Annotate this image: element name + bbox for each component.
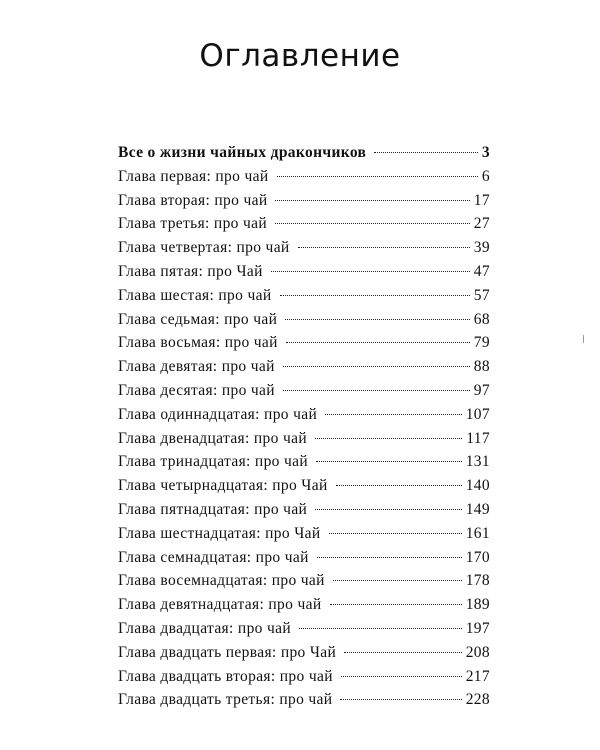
page-title: Оглавление <box>199 38 401 74</box>
toc-entry-page: 79 <box>473 334 490 352</box>
toc-entry[interactable] <box>118 165 490 189</box>
toc-entry-title: Глава седьмая: про чай <box>118 310 278 328</box>
dot-leader <box>325 414 462 415</box>
toc-entry[interactable] <box>118 236 490 260</box>
toc-entry[interactable] <box>118 141 490 165</box>
toc-entry-page: 107 <box>465 405 490 423</box>
toc-entry-title: Глава десятая: про чай <box>118 381 275 399</box>
dot-leader <box>271 271 470 272</box>
toc-entry-page: 131 <box>465 453 490 471</box>
dot-leader <box>275 223 470 224</box>
toc-entry-title: Глава двадцать вторая: про чай <box>118 667 333 685</box>
toc-entry-title: Глава двадцать третья: про чай <box>118 691 333 709</box>
toc-entry-title: Глава семнадцатая: про чай <box>118 548 309 566</box>
toc-entry[interactable] <box>118 212 490 236</box>
toc-entry-title: Глава пятая: про Чай <box>118 262 263 280</box>
toc-entry[interactable] <box>118 450 490 474</box>
toc-entry[interactable] <box>118 665 490 689</box>
toc-entry-page: 57 <box>473 286 490 304</box>
toc-entry-title: Глава двенадцатая: про чай <box>118 429 307 447</box>
toc-entry-page: 178 <box>465 572 490 590</box>
toc-entry-page: 149 <box>465 500 490 518</box>
toc-entry-page: 228 <box>465 691 490 709</box>
dot-leader <box>329 533 462 534</box>
scan-artifact-mark <box>583 335 584 343</box>
dot-leader <box>299 628 462 629</box>
toc-entry-title: Глава одиннадцатая: про чай <box>118 405 318 423</box>
toc-entry[interactable] <box>118 498 490 522</box>
dot-leader <box>333 580 462 581</box>
toc-entry-title: Глава третья: про чай <box>118 215 268 233</box>
dot-leader <box>280 295 470 296</box>
toc-entry-page: 97 <box>473 381 490 399</box>
dot-leader <box>316 461 462 462</box>
toc-entry[interactable] <box>118 522 490 546</box>
toc-entry-page: 68 <box>473 310 490 328</box>
toc-entry[interactable] <box>118 355 490 379</box>
toc-entry-title: Глава восьмая: про чай <box>118 334 278 352</box>
dot-leader <box>374 152 478 153</box>
toc-entry[interactable] <box>118 427 490 451</box>
dot-leader <box>315 438 462 439</box>
dot-leader <box>340 699 461 700</box>
toc-entry-title: Глава восемнадцатая: про чай <box>118 572 325 590</box>
dot-leader <box>283 366 470 367</box>
toc-entry[interactable] <box>118 189 490 213</box>
dot-leader <box>286 342 470 343</box>
toc-entry-page: 117 <box>466 429 490 447</box>
toc-entry[interactable] <box>118 308 490 332</box>
toc-entry[interactable] <box>118 641 490 665</box>
toc-entry-title: Глава пятнадцатая: про чай <box>118 500 308 518</box>
toc-entry-title: Глава шестая: про чай <box>118 286 272 304</box>
toc-entry[interactable] <box>118 474 490 498</box>
toc-entry[interactable] <box>118 688 490 712</box>
dot-leader <box>277 176 478 177</box>
toc-entry-title: Глава девятнадцатая: про чай <box>118 596 322 614</box>
dot-leader <box>317 557 462 558</box>
toc-entry[interactable] <box>118 617 490 641</box>
toc-entry-title: Глава тринадцатая: про чай <box>118 453 309 471</box>
dot-leader <box>336 485 462 486</box>
toc-entry-page: 39 <box>473 239 490 257</box>
dot-leader <box>315 509 461 510</box>
toc-entry-page: 6 <box>481 167 490 185</box>
table-of-contents <box>118 141 490 712</box>
toc-entry[interactable] <box>118 331 490 355</box>
dot-leader <box>330 604 462 605</box>
toc-entry-page: 170 <box>465 548 490 566</box>
toc-entry-page: 3 <box>481 144 490 161</box>
dot-leader <box>283 390 470 391</box>
toc-entry[interactable] <box>118 379 490 403</box>
toc-entry-page: 189 <box>465 596 490 614</box>
toc-entry-title: Глава четырнадцатая: про Чай <box>118 477 328 495</box>
toc-entry-title: Глава вторая: про чай <box>118 191 268 209</box>
toc-entry-title: Глава четвертая: про чай <box>118 239 290 257</box>
toc-entry-title: Все о жизни чайных дракончиков <box>118 144 367 161</box>
toc-entry-page: 217 <box>465 667 490 685</box>
toc-entry[interactable] <box>118 284 490 308</box>
toc-entry-title: Глава первая: про чай <box>118 167 269 185</box>
dot-leader <box>285 319 470 320</box>
toc-entry-page: 140 <box>465 477 490 495</box>
dot-leader <box>298 247 470 248</box>
toc-entry-title: Глава девятая: про чай <box>118 358 275 376</box>
toc-entry-page: 208 <box>465 643 490 661</box>
toc-entry-page: 27 <box>473 215 490 233</box>
toc-entry-page: 197 <box>465 619 490 637</box>
toc-entry[interactable] <box>118 569 490 593</box>
dot-leader <box>344 652 462 653</box>
toc-entry-page: 17 <box>473 191 490 209</box>
toc-entry[interactable] <box>118 546 490 570</box>
toc-entry-title: Глава двадцатая: про чай <box>118 619 292 637</box>
toc-entry[interactable] <box>118 403 490 427</box>
toc-entry-title: Глава шестнадцатая: про Чай <box>118 524 321 542</box>
toc-entry[interactable] <box>118 260 490 284</box>
toc-entry-page: 47 <box>473 262 490 280</box>
dot-leader <box>341 676 462 677</box>
toc-entry-page: 88 <box>473 358 490 376</box>
dot-leader <box>275 200 469 201</box>
toc-entry-title: Глава двадцать первая: про Чай <box>118 643 337 661</box>
toc-entry[interactable] <box>118 593 490 617</box>
toc-entry-page: 161 <box>465 524 490 542</box>
